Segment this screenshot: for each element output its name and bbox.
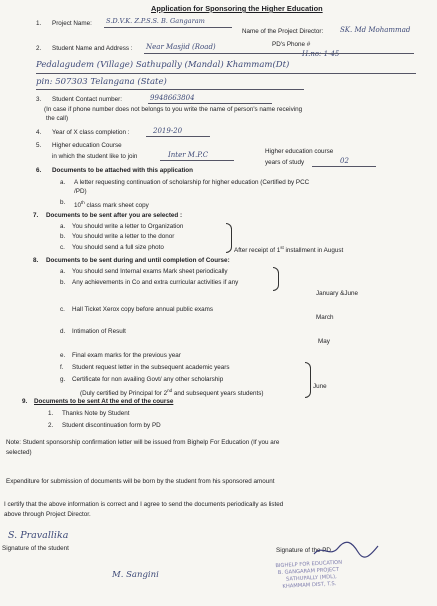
course-years-label-2: years of study	[265, 159, 305, 166]
item-8f-letter: f.	[60, 364, 64, 371]
course-years-label-1: Higher education course	[265, 148, 334, 155]
student-address-line-2: Pedalagudem (Village) Sathupally (Mandal) Khammam(Dt)	[36, 60, 290, 70]
item-6a-letter: a.	[60, 179, 66, 186]
item-8g-subtext: (Duly certified by Principal for 2nd and subsequent years students)	[80, 388, 264, 398]
project-name-underline	[104, 27, 232, 28]
expenditure-note: Expenditure for submission of documents will be born by the student from his sponsored amount	[6, 478, 275, 485]
contact-number-value: 9948663804	[150, 94, 195, 102]
contact-note-line-1: (In case if phone number does not belongs to you write the name of person's name receiving	[44, 106, 303, 113]
first-installment-note: After receipt of 1st installment in August	[234, 245, 344, 255]
certification-line-1: I certify that the above information is correct and I agree to send the documents periodically as listed	[4, 501, 284, 508]
item-6b-letter: b.	[60, 199, 66, 206]
item-3-number: 3.	[36, 96, 42, 103]
item-8efg-timing: June	[313, 383, 327, 390]
contact-number-label: Student Contact number:	[52, 96, 123, 103]
item-8c-timing: March	[316, 314, 334, 321]
form-title: Application for Sponsoring the Higher Education	[151, 4, 323, 13]
x-class-year-label: Year of X class completion :	[52, 129, 130, 136]
student-signature-label: Signature of the student	[2, 545, 69, 552]
pd-phone-label: PD's Phone #	[272, 41, 311, 48]
contact-note-line-2: the call)	[46, 115, 69, 122]
project-director-label: Name of the Project Director:	[242, 28, 324, 35]
item-9-1-text: Thanks Note by Student	[62, 410, 130, 417]
x-class-year-value: 2019-20	[153, 127, 183, 135]
item-8ab-timing: January &June	[316, 290, 359, 297]
item-9-1-number: 1.	[48, 410, 54, 417]
item-8c-text: Hall Ticket Xerox copy before annual public exams	[72, 306, 214, 313]
attach-documents-heading: Documents to be attached with this application	[52, 167, 193, 174]
item-8d-text: Intimation of Result	[72, 328, 126, 335]
course-years-underline	[312, 166, 376, 167]
item-7c-letter: c.	[60, 244, 65, 251]
item-7b-letter: b.	[60, 233, 66, 240]
note-line-1: Note: Student sponsorship confirmation letter will be issued from Bighelp For Education (If you are	[6, 439, 280, 446]
item-4-number: 4.	[36, 129, 42, 136]
project-name-value: S.D.V.K. Z.P.S.S. B. Gangaram	[106, 17, 205, 25]
item-7a-text: You should write a letter to Organization	[72, 223, 184, 230]
item-7-number: 7.	[33, 212, 39, 219]
organization-stamp: BIGHELP FOR EDUCATION B. GANGARAM PROJECT SATHUPALLY (MDL), KHAMMAM DIST, T.S.	[275, 559, 343, 590]
contact-number-underline	[148, 103, 272, 104]
address-underline-3	[36, 89, 304, 90]
item-8e-text: Final exam marks for the previous year	[72, 352, 181, 359]
during-course-heading: Documents to be sent during and until completion of Course:	[46, 257, 230, 264]
end-of-course-heading: Documents to be sent At the end of the course	[34, 398, 174, 405]
after-selection-heading: Documents to be sent after you are selected :	[46, 212, 183, 219]
item-6-number: 6.	[36, 167, 42, 174]
course-underline	[160, 160, 234, 161]
higher-education-course-value: Inter M.P.C	[168, 151, 209, 159]
item-6a-text-2: /PD)	[74, 188, 87, 195]
student-name-address-label: Student Name and Address :	[52, 45, 133, 52]
item-8ab-brace	[273, 267, 279, 291]
address-underline-2	[36, 73, 416, 74]
higher-education-course-label: Higher education Course	[52, 142, 122, 149]
project-director-value: SK. Md Mohammad	[340, 26, 411, 34]
item-8a-letter: a.	[60, 268, 66, 275]
item-6b-text: 10th class mark sheet copy	[74, 200, 149, 210]
item-8f-text: Student request letter in the subsequent academic years	[72, 364, 230, 371]
item-8c-letter: c.	[60, 306, 65, 313]
item-7a-letter: a.	[60, 223, 66, 230]
item-8b-text: Any achievements in Co and extra curricular activities if any	[72, 279, 239, 286]
student-address-line-3: pin: 507303 Telangana (State)	[36, 77, 167, 87]
item-8-number: 8.	[33, 257, 39, 264]
note-line-2: selected)	[6, 449, 32, 456]
item-8d-letter: d.	[60, 328, 66, 335]
address-underline-1	[144, 53, 414, 54]
item-9-2-text: Student discontinuation form by PD	[62, 422, 161, 429]
x-class-year-underline	[146, 136, 210, 137]
item-8b-letter: b.	[60, 279, 66, 286]
item-5-number: 5.	[36, 142, 42, 149]
item-8a-text: You should send Internal exams Mark sheet periodically	[72, 268, 228, 275]
item-7b-text: You should write a letter to the donor	[72, 233, 175, 240]
certification-line-2: above through Project Director.	[4, 511, 91, 518]
student-address-line-1: Near Masjid (Road)	[146, 43, 216, 51]
pd-signature-label: Signature of the PD	[276, 547, 331, 554]
item-2-number: 2.	[36, 45, 42, 52]
item-9-2-number: 2.	[48, 422, 54, 429]
item-7-brace	[226, 223, 232, 253]
item-9-number: 9.	[22, 398, 28, 405]
item-7c-text: You should send a full size photo	[72, 244, 164, 251]
higher-education-course-label-2: in which the student like to join	[52, 153, 138, 160]
item-8e-letter: e.	[60, 352, 66, 359]
student-house-number: H.no: 1-45	[302, 50, 340, 58]
item-8d-timing: May	[318, 338, 330, 345]
item-8g-text: Certificate for non availing Govt/ any other scholarship	[72, 376, 224, 383]
project-name-label: Project Name:	[52, 20, 92, 27]
item-8g-letter: g.	[60, 376, 66, 383]
course-years-value: 02	[340, 157, 349, 165]
item-6a-text-1: A letter requesting continuation of scholarship for higher education (Certified by PCC	[74, 179, 310, 186]
additional-signature: M. Sangini	[112, 570, 159, 580]
item-1-number: 1.	[36, 20, 42, 27]
student-signature: S. Pravallika	[8, 530, 69, 541]
item-8efg-brace	[305, 362, 311, 398]
